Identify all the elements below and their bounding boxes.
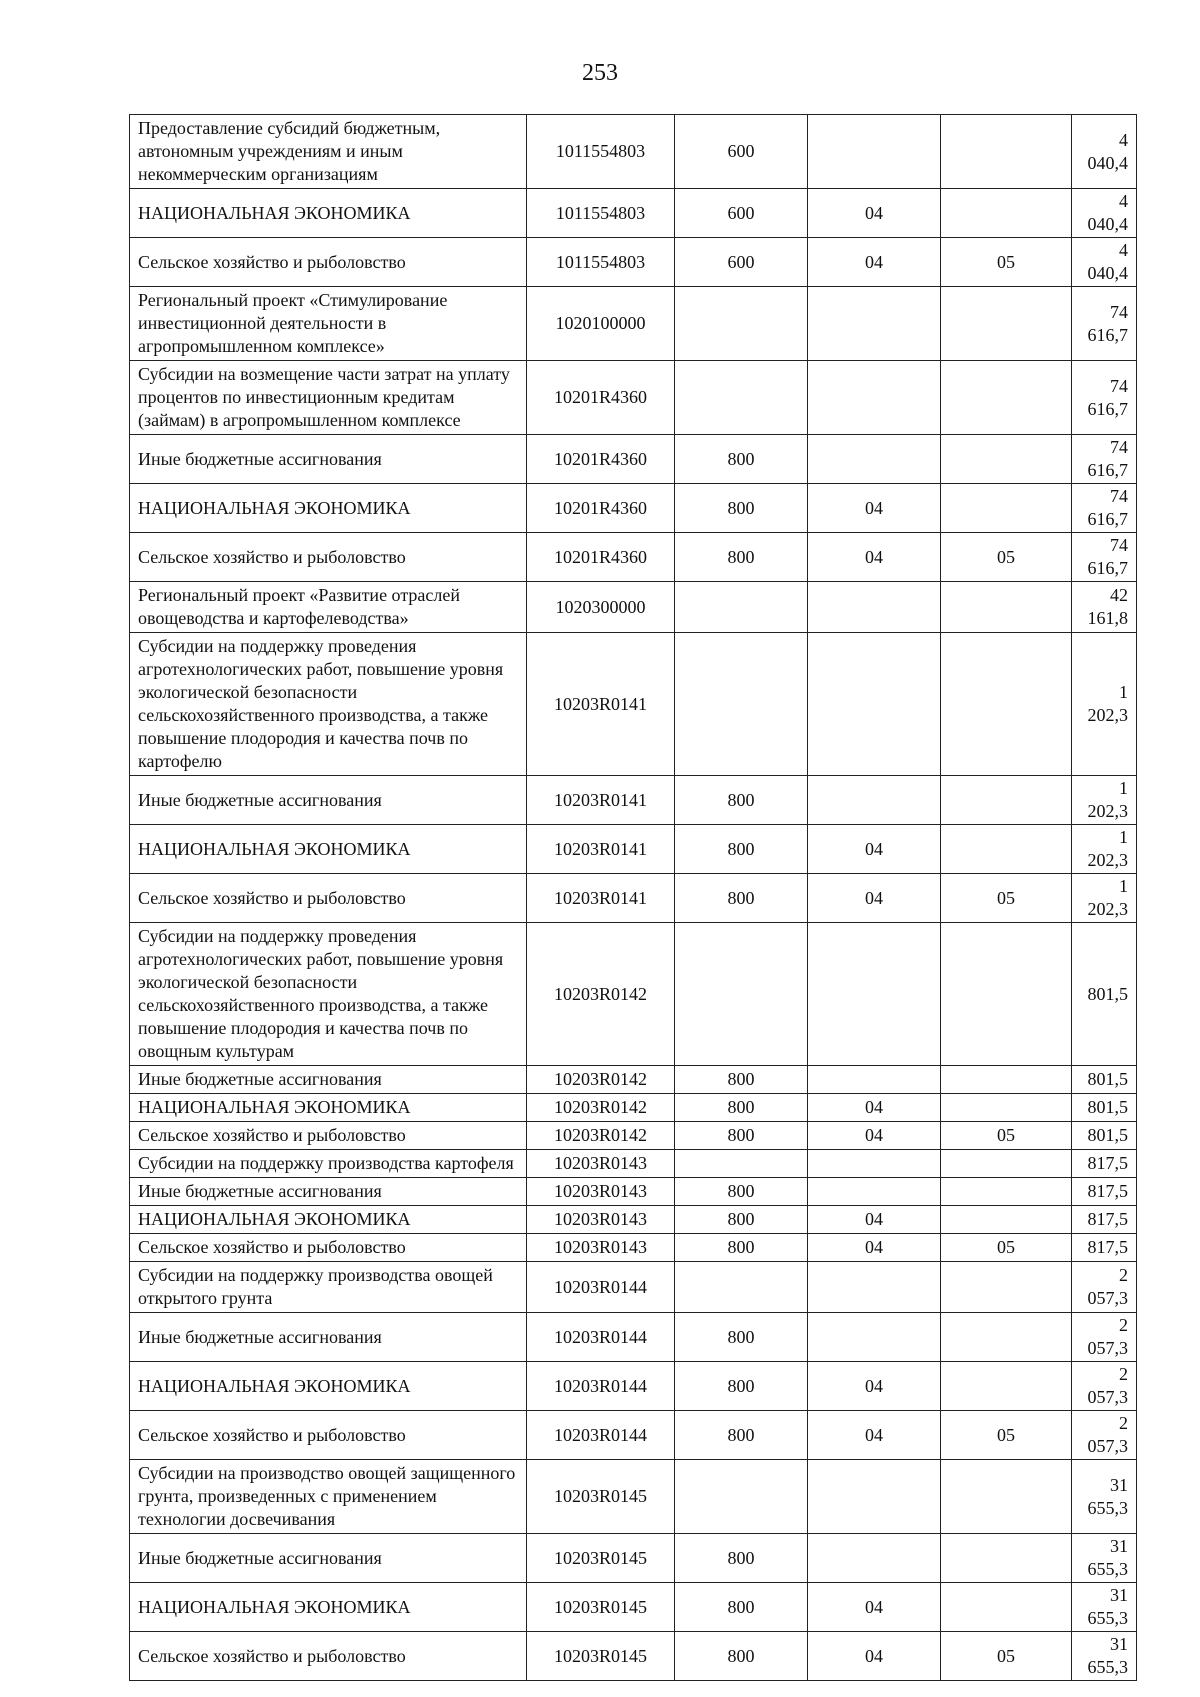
row-expense-type-cell: 800: [675, 1534, 808, 1583]
page-number: 253: [582, 60, 618, 86]
row-amount-cell: 31 655,3: [1072, 1460, 1137, 1534]
row-expense-type-cell: 800: [675, 825, 808, 874]
row-section-cell: 04: [808, 1632, 941, 1681]
row-name-cell: Сельское хозяйство и рыболовство: [130, 1411, 527, 1460]
row-expense-type-cell: 800: [675, 1178, 808, 1206]
table-row: [130, 776, 1137, 825]
row-subsection-cell: [941, 1066, 1072, 1094]
table-row: [130, 115, 1137, 189]
row-code-cell: 10203R0143: [527, 1206, 675, 1234]
row-code-cell: 10203R0142: [527, 1094, 675, 1122]
table-row: [130, 1122, 1137, 1150]
row-code-cell: 10203R0141: [527, 776, 675, 825]
table-row: [130, 1460, 1137, 1534]
row-expense-type-cell: 600: [675, 189, 808, 238]
row-name-cell: Субсидии на производство овощей защищенного грунта, произведенных с применением технологии досвечивания: [130, 1460, 527, 1534]
row-section-cell: [808, 361, 941, 435]
row-amount-cell: 1 202,3: [1072, 633, 1137, 776]
row-section-cell: [808, 1150, 941, 1178]
row-section-cell: [808, 776, 941, 825]
row-amount-cell: 2 057,3: [1072, 1362, 1137, 1411]
row-subsection-cell: [941, 435, 1072, 484]
row-subsection-cell: [941, 1313, 1072, 1362]
row-section-cell: 04: [808, 1583, 941, 1632]
row-amount-cell: 801,5: [1072, 1122, 1137, 1150]
row-section-cell: 04: [808, 1094, 941, 1122]
row-amount-cell: 74 616,7: [1072, 287, 1137, 361]
row-expense-type-cell: 800: [675, 776, 808, 825]
row-name-cell: НАЦИОНАЛЬНАЯ ЭКОНОМИКА: [130, 484, 527, 533]
row-section-cell: [808, 1262, 941, 1313]
row-section-cell: 04: [808, 1234, 941, 1262]
row-section-cell: [808, 435, 941, 484]
row-code-cell: 10203R0142: [527, 923, 675, 1066]
row-name-cell: Сельское хозяйство и рыболовство: [130, 533, 527, 582]
row-name-cell: Иные бюджетные ассигнования: [130, 1066, 527, 1094]
row-expense-type-cell: 800: [675, 1094, 808, 1122]
table-row: [130, 1206, 1137, 1234]
row-name-cell: Сельское хозяйство и рыболовство: [130, 1632, 527, 1681]
row-expense-type-cell: [675, 923, 808, 1066]
row-subsection-cell: [941, 1362, 1072, 1411]
row-subsection-cell: [941, 1150, 1072, 1178]
row-amount-cell: 4 040,4: [1072, 238, 1137, 287]
row-name-cell: Субсидии на возмещение части затрат на уплату процентов по инвестиционным кредитам (займам) в агропромышленном комплексе: [130, 361, 527, 435]
row-expense-type-cell: 800: [675, 533, 808, 582]
row-amount-cell: 74 616,7: [1072, 435, 1137, 484]
row-expense-type-cell: 800: [675, 1632, 808, 1681]
row-expense-type-cell: 800: [675, 1313, 808, 1362]
row-code-cell: 10203R0141: [527, 874, 675, 923]
row-expense-type-cell: 800: [675, 484, 808, 533]
table-row: [130, 633, 1137, 776]
row-code-cell: 10203R0141: [527, 825, 675, 874]
row-subsection-cell: 05: [941, 1122, 1072, 1150]
row-expense-type-cell: 800: [675, 1066, 808, 1094]
row-subsection-cell: 05: [941, 238, 1072, 287]
row-expense-type-cell: 800: [675, 1583, 808, 1632]
row-subsection-cell: 05: [941, 1411, 1072, 1460]
row-section-cell: 04: [808, 874, 941, 923]
table-row: [130, 1362, 1137, 1411]
row-code-cell: 1020300000: [527, 582, 675, 633]
table-row: [130, 1150, 1137, 1178]
row-section-cell: 04: [808, 533, 941, 582]
table-row: [130, 825, 1137, 874]
row-name-cell: Субсидии на поддержку производства овощей открытого грунта: [130, 1262, 527, 1313]
row-section-cell: [808, 1066, 941, 1094]
table-row: [130, 484, 1137, 533]
row-amount-cell: 817,5: [1072, 1234, 1137, 1262]
table-row: [130, 287, 1137, 361]
row-name-cell: Иные бюджетные ассигнования: [130, 1534, 527, 1583]
row-amount-cell: 74 616,7: [1072, 484, 1137, 533]
row-subsection-cell: [941, 776, 1072, 825]
row-amount-cell: 74 616,7: [1072, 361, 1137, 435]
row-code-cell: 10201R4360: [527, 435, 675, 484]
row-name-cell: Иные бюджетные ассигнования: [130, 776, 527, 825]
row-code-cell: 10201R4360: [527, 533, 675, 582]
row-name-cell: Субсидии на поддержку производства картофеля: [130, 1150, 527, 1178]
row-subsection-cell: [941, 633, 1072, 776]
table-row: [130, 874, 1137, 923]
row-code-cell: 10203R0145: [527, 1583, 675, 1632]
row-section-cell: 04: [808, 1122, 941, 1150]
row-name-cell: Региональный проект «Стимулирование инвестиционной деятельности в агропромышленном комплексе»: [130, 287, 527, 361]
row-expense-type-cell: 600: [675, 238, 808, 287]
table-row: [130, 361, 1137, 435]
row-amount-cell: 74 616,7: [1072, 533, 1137, 582]
row-expense-type-cell: 800: [675, 1234, 808, 1262]
row-code-cell: 1011554803: [527, 115, 675, 189]
row-subsection-cell: [941, 115, 1072, 189]
row-amount-cell: 1 202,3: [1072, 825, 1137, 874]
row-name-cell: НАЦИОНАЛЬНАЯ ЭКОНОМИКА: [130, 1206, 527, 1234]
row-code-cell: 10203R0143: [527, 1234, 675, 1262]
table-row: [130, 1178, 1137, 1206]
row-amount-cell: 2 057,3: [1072, 1313, 1137, 1362]
row-subsection-cell: [941, 1534, 1072, 1583]
row-subsection-cell: [941, 287, 1072, 361]
row-amount-cell: 31 655,3: [1072, 1534, 1137, 1583]
row-amount-cell: 4 040,4: [1072, 189, 1137, 238]
row-section-cell: 04: [808, 484, 941, 533]
row-subsection-cell: [941, 1460, 1072, 1534]
row-subsection-cell: 05: [941, 533, 1072, 582]
row-amount-cell: 817,5: [1072, 1206, 1137, 1234]
row-code-cell: 1011554803: [527, 238, 675, 287]
row-code-cell: 1020100000: [527, 287, 675, 361]
row-subsection-cell: [941, 1178, 1072, 1206]
table-row: [130, 435, 1137, 484]
row-expense-type-cell: [675, 582, 808, 633]
row-code-cell: 10201R4360: [527, 361, 675, 435]
row-amount-cell: 1 202,3: [1072, 776, 1137, 825]
table-row: [130, 1534, 1137, 1583]
row-code-cell: 10203R0141: [527, 633, 675, 776]
table-row: [130, 533, 1137, 582]
row-section-cell: [808, 1178, 941, 1206]
row-subsection-cell: [941, 1094, 1072, 1122]
row-amount-cell: 31 655,3: [1072, 1583, 1137, 1632]
row-code-cell: 10203R0144: [527, 1313, 675, 1362]
row-section-cell: [808, 1460, 941, 1534]
row-expense-type-cell: [675, 633, 808, 776]
row-section-cell: 04: [808, 825, 941, 874]
row-expense-type-cell: [675, 361, 808, 435]
budget-table-body: [130, 115, 1137, 1681]
table-row: [130, 1234, 1137, 1262]
row-code-cell: 10203R0145: [527, 1460, 675, 1534]
row-subsection-cell: [941, 923, 1072, 1066]
row-code-cell: 10203R0142: [527, 1122, 675, 1150]
row-section-cell: 04: [808, 1411, 941, 1460]
row-code-cell: 10203R0145: [527, 1534, 675, 1583]
table-row: [130, 1583, 1137, 1632]
row-section-cell: [808, 115, 941, 189]
row-amount-cell: 1 202,3: [1072, 874, 1137, 923]
table-row: [130, 1411, 1137, 1460]
row-section-cell: [808, 923, 941, 1066]
row-amount-cell: 817,5: [1072, 1150, 1137, 1178]
row-expense-type-cell: [675, 1460, 808, 1534]
row-expense-type-cell: 800: [675, 1206, 808, 1234]
row-amount-cell: 42 161,8: [1072, 582, 1137, 633]
row-code-cell: 10203R0145: [527, 1632, 675, 1681]
table-row: [130, 1313, 1137, 1362]
row-code-cell: 1011554803: [527, 189, 675, 238]
row-amount-cell: 801,5: [1072, 1094, 1137, 1122]
row-subsection-cell: [941, 825, 1072, 874]
row-expense-type-cell: 800: [675, 1411, 808, 1460]
row-expense-type-cell: 600: [675, 115, 808, 189]
table-row: [130, 238, 1137, 287]
row-subsection-cell: [941, 189, 1072, 238]
row-name-cell: Иные бюджетные ассигнования: [130, 1313, 527, 1362]
row-code-cell: 10203R0144: [527, 1411, 675, 1460]
table-row: [130, 189, 1137, 238]
row-section-cell: 04: [808, 1206, 941, 1234]
row-amount-cell: 4 040,4: [1072, 115, 1137, 189]
row-code-cell: 10201R4360: [527, 484, 675, 533]
row-expense-type-cell: 800: [675, 1122, 808, 1150]
row-name-cell: Региональный проект «Развитие отраслей овощеводства и картофелеводства»: [130, 582, 527, 633]
row-section-cell: [808, 633, 941, 776]
row-name-cell: НАЦИОНАЛЬНАЯ ЭКОНОМИКА: [130, 189, 527, 238]
table-row: [130, 1094, 1137, 1122]
row-name-cell: Сельское хозяйство и рыболовство: [130, 1122, 527, 1150]
row-code-cell: 10203R0142: [527, 1066, 675, 1094]
row-expense-type-cell: [675, 287, 808, 361]
row-code-cell: 10203R0144: [527, 1262, 675, 1313]
budget-table: [129, 114, 1137, 1681]
row-name-cell: Субсидии на поддержку проведения агротехнологических работ, повышение уровня экологической безопасности сельскохозяйственного производства, а также повышение плодородия и качества почв по овощным культурам: [130, 923, 527, 1066]
row-subsection-cell: 05: [941, 1234, 1072, 1262]
row-name-cell: НАЦИОНАЛЬНАЯ ЭКОНОМИКА: [130, 1362, 527, 1411]
row-expense-type-cell: 800: [675, 1362, 808, 1411]
row-subsection-cell: [941, 1206, 1072, 1234]
row-code-cell: 10203R0143: [527, 1178, 675, 1206]
row-name-cell: Сельское хозяйство и рыболовство: [130, 874, 527, 923]
row-name-cell: Предоставление субсидий бюджетным, автономным учреждениям и иным некоммерческим организациям: [130, 115, 527, 189]
row-subsection-cell: [941, 361, 1072, 435]
row-section-cell: 04: [808, 189, 941, 238]
row-amount-cell: 2 057,3: [1072, 1411, 1137, 1460]
row-name-cell: Иные бюджетные ассигнования: [130, 1178, 527, 1206]
row-section-cell: [808, 1313, 941, 1362]
row-code-cell: 10203R0144: [527, 1362, 675, 1411]
row-subsection-cell: [941, 1262, 1072, 1313]
table-row: [130, 1632, 1137, 1681]
row-subsection-cell: [941, 484, 1072, 533]
table-row: [130, 923, 1137, 1066]
row-subsection-cell: [941, 1583, 1072, 1632]
row-amount-cell: 2 057,3: [1072, 1262, 1137, 1313]
row-amount-cell: 801,5: [1072, 1066, 1137, 1094]
row-name-cell: Иные бюджетные ассигнования: [130, 435, 527, 484]
row-section-cell: [808, 1534, 941, 1583]
row-name-cell: Сельское хозяйство и рыболовство: [130, 238, 527, 287]
row-name-cell: НАЦИОНАЛЬНАЯ ЭКОНОМИКА: [130, 1583, 527, 1632]
row-subsection-cell: 05: [941, 1632, 1072, 1681]
row-subsection-cell: [941, 582, 1072, 633]
row-section-cell: [808, 287, 941, 361]
table-row: [130, 1262, 1137, 1313]
row-section-cell: 04: [808, 1362, 941, 1411]
table-row: [130, 582, 1137, 633]
row-name-cell: Субсидии на поддержку проведения агротехнологических работ, повышение уровня экологической безопасности сельскохозяйственного производства, а также повышение плодородия и качества почв по картофелю: [130, 633, 527, 776]
row-name-cell: НАЦИОНАЛЬНАЯ ЭКОНОМИКА: [130, 1094, 527, 1122]
row-section-cell: [808, 582, 941, 633]
row-code-cell: 10203R0143: [527, 1150, 675, 1178]
row-amount-cell: 31 655,3: [1072, 1632, 1137, 1681]
row-amount-cell: 801,5: [1072, 923, 1137, 1066]
row-expense-type-cell: 800: [675, 435, 808, 484]
row-subsection-cell: 05: [941, 874, 1072, 923]
row-name-cell: Сельское хозяйство и рыболовство: [130, 1234, 527, 1262]
row-expense-type-cell: [675, 1262, 808, 1313]
row-amount-cell: 817,5: [1072, 1178, 1137, 1206]
row-expense-type-cell: [675, 1150, 808, 1178]
row-expense-type-cell: 800: [675, 874, 808, 923]
row-section-cell: 04: [808, 238, 941, 287]
table-row: [130, 1066, 1137, 1094]
row-name-cell: НАЦИОНАЛЬНАЯ ЭКОНОМИКА: [130, 825, 527, 874]
